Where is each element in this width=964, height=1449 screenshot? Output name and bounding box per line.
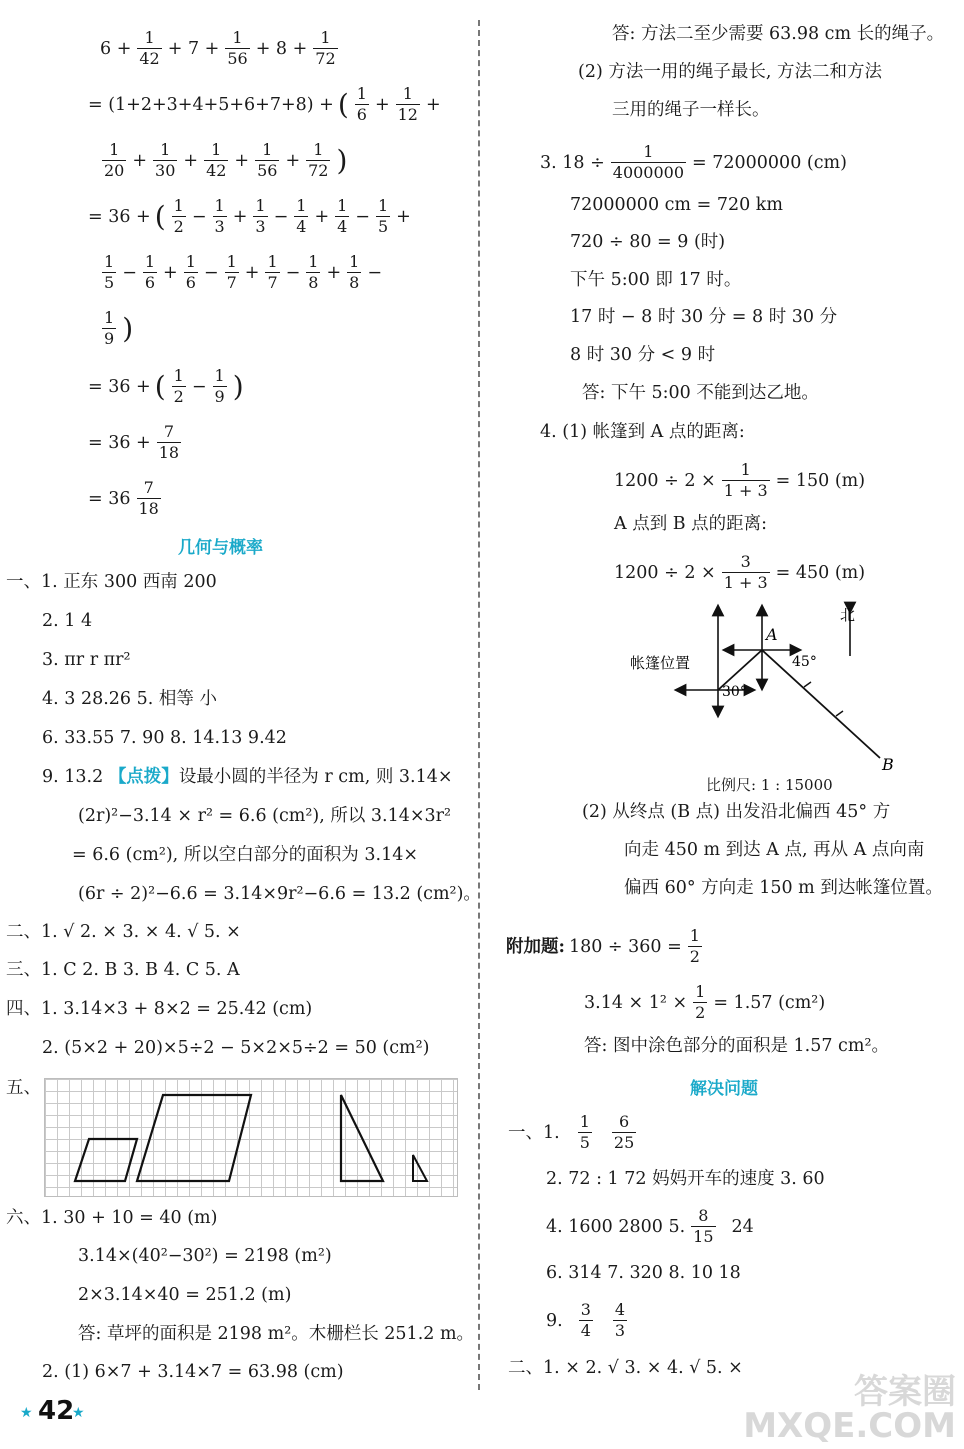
route-map: [600, 600, 900, 800]
geo-answer-2: 2. 1 4: [42, 611, 93, 631]
geo-answer-9-line-2: (2r)²−3.14 × r² = 6.6 (cm²), 所以 3.14×3r²: [78, 806, 452, 826]
page-number: 42: [38, 1396, 75, 1426]
solve-answer-4: 4. 1600 2800 5. $\frac{8}{15}$ 24: [546, 1206, 754, 1246]
problem-4-part-2-cont: 向走 450 m 到达 A 点, 再从 A 点向南: [624, 840, 925, 860]
small-parallelogram: [75, 1139, 137, 1181]
geo-answer-9: 9. 13.2 【点拨】设最小圆的半径为 r cm, 则 3.14×: [42, 767, 453, 787]
watermark-logo: 答案圈 MXQE.COM: [743, 1372, 956, 1446]
tent-position-label: 帐篷位置: [630, 654, 691, 672]
section-2-answers: 二、1. √ 2. × 3. × 4. √ 5. ×: [6, 922, 241, 942]
result-line-1: = 36 + ( $\frac{1}{2}$ − $\frac{1}{9}$ ): [88, 366, 244, 406]
problem-4-part-1: 4. (1) 帐篷到 A 点的距离:: [540, 422, 745, 442]
small-triangle: [413, 1155, 427, 1181]
problem-3-clock: 下午 5:00 即 17 时。: [570, 270, 742, 290]
problem-4-distance-ab: 1200 ÷ 2 × $\frac{3}{1 + 3}$ = 450 (m): [614, 552, 866, 592]
telescoping-line-3: $\frac{1}{9}$ ): [104, 308, 134, 348]
problem-4-part-2-end: 偏西 60° 方向走 150 m 到达帐篷位置。: [624, 878, 943, 898]
geo-answer-1: 一、1. 正东 300 西南 200: [6, 572, 217, 592]
solve-answer-1: 一、1. $\frac{1}{5}$ $\frac{6}{25}$: [508, 1112, 635, 1152]
problem-4-ab-label: A 点到 B 点的距离:: [614, 514, 768, 534]
section-5-label: 五、: [6, 1078, 41, 1098]
large-triangle: [341, 1095, 383, 1181]
solve-answer-2: 2. 72 : 1 72 妈妈开车的速度 3. 60: [546, 1169, 825, 1189]
problem-3-time: 720 ÷ 80 = 9 (时): [570, 232, 726, 252]
geo-answer-6: 6. 33.55 7. 90 8. 14.13 9.42: [42, 728, 287, 748]
method-two-answer: 答: 方法二至少需要 63.98 cm 长的绳子。: [612, 24, 945, 44]
section-4-answer-2: 2. (5×2 + 20)×5÷2 − 5×2×5÷2 = 50 (cm²): [42, 1038, 430, 1058]
section-6-answer-statement: 答: 草坪的面积是 2198 m²。木栅栏长 251.2 m。: [78, 1324, 475, 1344]
problem-3-calc: 3. 18 ÷ $\frac{1}{4000000}$ = 72000000 (cm): [540, 142, 847, 182]
problem-4-part-2: (2) 从终点 (B 点) 出发沿北偏西 45° 方: [582, 802, 891, 822]
section-title-geometry: 几何与概率: [178, 538, 263, 558]
bonus-answer: 答: 图中涂色部分的面积是 1.57 cm²。: [584, 1036, 889, 1056]
geo-answer-9-line-3: = 6.6 (cm²), 所以空白部分的面积为 3.14×: [72, 845, 419, 865]
angle-30-label: 30°: [722, 684, 747, 700]
grid-shapes: [45, 1079, 457, 1196]
section-title-problem-solving: 解决问题: [690, 1079, 758, 1099]
angle-45-label: 45°: [792, 654, 817, 670]
telescoping-line-2: $\frac{1}{5}$ − $\frac{1}{6}$ + $\frac{1}{6}$ − $\frac{1}{7}$ + $\frac{1}{7}$ − $\frac{1}{8}$ + $\frac{1}{8}$ −: [104, 252, 383, 292]
tip-label: 【点拨】: [108, 767, 179, 787]
problem-3-answer: 答: 下午 5:00 不能到达乙地。: [582, 383, 819, 403]
part-2-answer-cont: 三用的绳子一样长。: [612, 100, 770, 120]
regroup-line-2: $\frac{1}{20}$ + $\frac{1}{30}$ + $\frac{1}{42}$ + $\frac{1}{56}$ + $\frac{1}{72}$ ): [104, 140, 348, 180]
telescoping-line-1: = 36 + ( $\frac{1}{2}$ − $\frac{1}{3}$ + $\frac{1}{3}$ − $\frac{1}{4}$ + $\frac{1}{4}$ − $\frac{1}{5}$ +: [88, 196, 411, 236]
drawing-grid: [44, 1078, 458, 1197]
problem-3-convert: 72000000 cm = 720 km: [570, 195, 783, 215]
sum-expression: 6 + $\frac{1}{42}$ + 7 + $\frac{1}{56}$ + 8 + $\frac{1}{72}$: [100, 28, 336, 68]
star-icon: ★: [72, 1405, 85, 1421]
map-scale: 比例尺: 1 : 15000: [706, 776, 833, 794]
geo-answer-3: 3. πr r πr²: [42, 650, 131, 670]
solve-answer-9: 9. $\frac{3}{4}$ $\frac{4}{3}$: [546, 1300, 626, 1340]
result-line-2: = 36 + $\frac{7}{18}$: [88, 422, 180, 462]
large-parallelogram: [137, 1095, 251, 1181]
point-b-label: B: [882, 755, 894, 774]
north-label: 北: [840, 606, 856, 624]
section-6-answer-2: 2. (1) 6×7 + 3.14×7 = 63.98 (cm): [42, 1362, 344, 1382]
problem-3-diff: 17 时 − 8 时 30 分 = 8 时 30 分: [570, 307, 838, 327]
section-6-fence: 2×3.14×40 = 251.2 (m): [78, 1285, 292, 1305]
solve-answer-6: 6. 314 7. 320 8. 10 18: [546, 1263, 741, 1283]
bonus-problem: 附加题: 180 ÷ 360 = $\frac{1}{2}$: [506, 926, 700, 966]
star-icon: ★: [20, 1405, 33, 1421]
part-2-answer: (2) 方法一用的绳子最长, 方法二和方法: [578, 62, 882, 82]
column-divider: [478, 20, 480, 1390]
section-6-answer-1: 六、1. 30 + 10 = 40 (m): [6, 1208, 218, 1228]
section-6-area: 3.14×(40²−30²) = 2198 (m²): [78, 1246, 332, 1266]
problem-3-compare: 8 时 30 分 < 9 时: [570, 345, 716, 365]
section-3-answers: 三、1. C 2. B 3. B 4. C 5. A: [6, 960, 240, 980]
solve-section-2: 二、1. × 2. √ 3. × 4. √ 5. ×: [508, 1358, 743, 1378]
result-line-3: = 36 $\frac{7}{18}$: [88, 478, 159, 518]
point-a-label: A: [766, 625, 778, 644]
geo-answer-4: 4. 3 28.26 5. 相等 小: [42, 689, 217, 709]
section-4-answer-1: 四、1. 3.14×3 + 8×2 = 25.42 (cm): [6, 999, 313, 1019]
bonus-area-calc: 3.14 × 1² × $\frac{1}{2}$ = 1.57 (cm²): [584, 982, 826, 1022]
problem-4-distance-a: 1200 ÷ 2 × $\frac{1}{1 + 3}$ = 150 (m): [614, 460, 866, 500]
geo-answer-9-line-4: (6r ÷ 2)²−6.6 = 3.14×9r²−6.6 = 13.2 (cm²)。: [78, 884, 481, 904]
regroup-line: = (1+2+3+4+5+6+7+8) + ( $\frac{1}{6}$ + $\frac{1}{12}$ +: [88, 84, 441, 124]
